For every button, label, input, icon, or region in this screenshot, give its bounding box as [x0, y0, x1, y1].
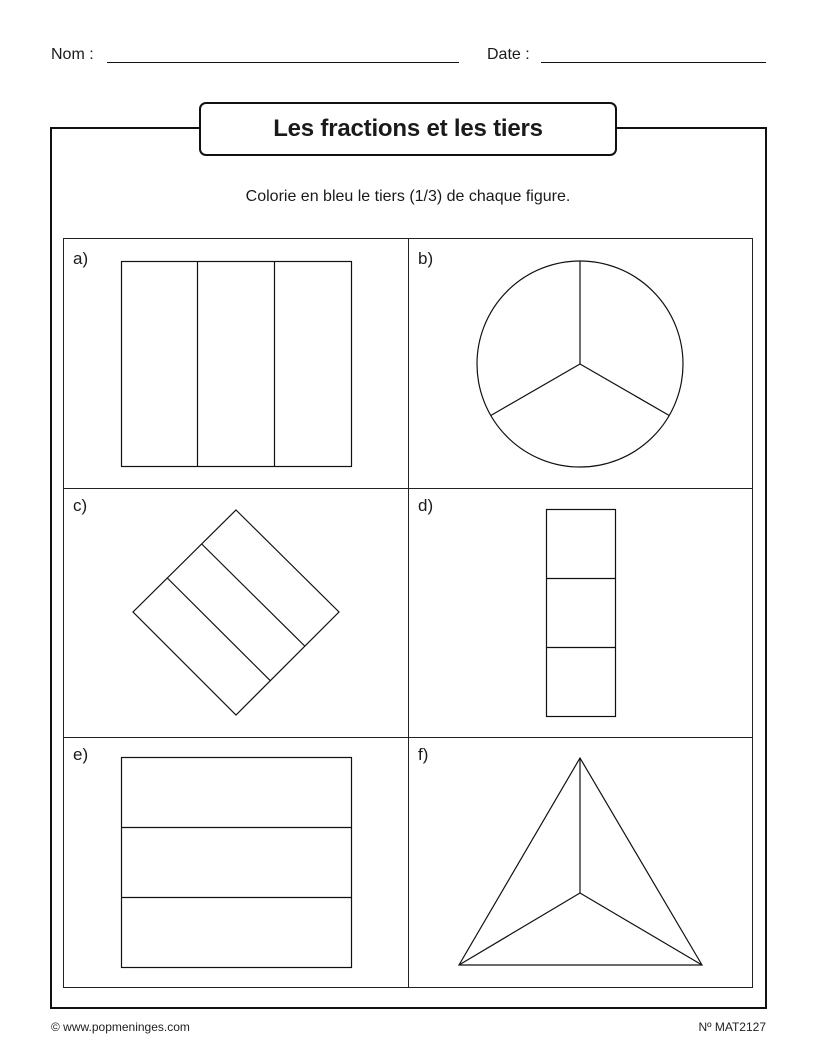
- name-label: Nom :: [51, 46, 94, 63]
- figure-c-diamond[interactable]: [133, 510, 339, 715]
- cell-label-c: c): [73, 496, 88, 515]
- figure-b-circle[interactable]: [477, 261, 683, 467]
- cell-label-e: e): [73, 745, 89, 764]
- figure-f-divider-2: [580, 893, 702, 965]
- figure-f-triangle[interactable]: [459, 758, 702, 965]
- figure-a-rectangle[interactable]: [122, 262, 352, 467]
- figure-b-divider-2: [580, 364, 669, 416]
- figure-a-part-1: [122, 262, 352, 467]
- footer-code: Nº MAT2127: [698, 1020, 766, 1034]
- figure-c-divider-1: [202, 544, 305, 646]
- worksheet-title: Les fractions et les tiers: [199, 102, 617, 156]
- cell-label-d: d): [418, 496, 434, 515]
- cell-label-b: b): [418, 249, 434, 268]
- figure-d-column[interactable]: [547, 510, 616, 717]
- figure-b-divider-3: [491, 364, 580, 416]
- figure-d-outline: [547, 510, 616, 717]
- figure-c-divider-2: [167, 578, 270, 681]
- figure-e-outline: [122, 758, 352, 968]
- figure-f-divider-3: [459, 893, 580, 965]
- instruction-text: Colorie en bleu le tiers (1/3) de chaque figure.: [245, 188, 571, 205]
- figure-c-outline: [133, 510, 339, 715]
- footer-copyright: © www.popmeninges.com: [51, 1020, 190, 1034]
- date-label: Date :: [487, 46, 530, 63]
- figure-e-rectangle[interactable]: [122, 758, 352, 968]
- cell-label-f: f): [418, 745, 429, 764]
- cell-label-a: a): [73, 249, 89, 268]
